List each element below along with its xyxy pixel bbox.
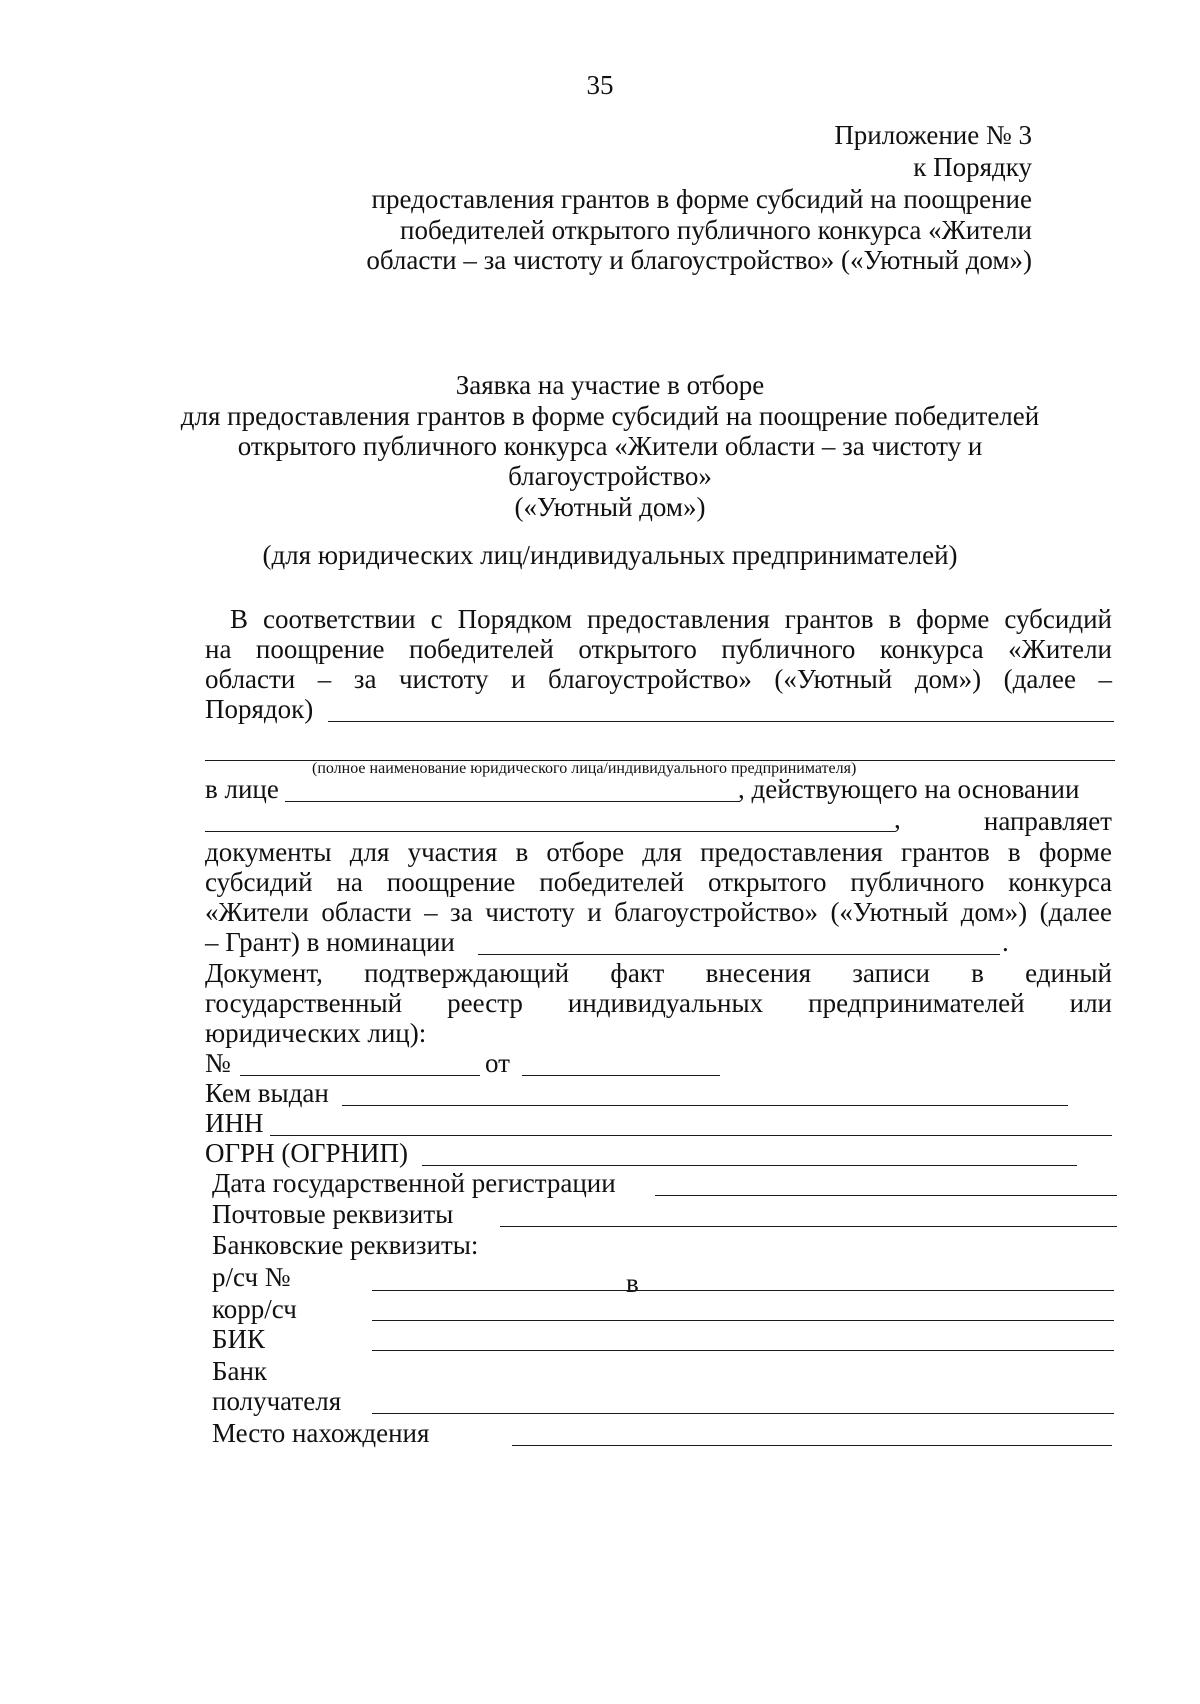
account-line[interactable] [372, 1290, 1114, 1291]
reg-date-label: Дата государственной регистрации [212, 1168, 616, 1198]
title-line1: Заявка на участие в отборе [455, 370, 765, 400]
para2-line2: субсидий на поощрение победителей открытого публичного конкурса [205, 867, 1112, 897]
para1-line3: области – за чистоту и благоустройство» («Уютный дом») (далее – [205, 664, 1112, 694]
issued-by-label: Кем выдан [205, 1078, 329, 1108]
representative-line[interactable] [285, 801, 740, 802]
subtitle: (для юридических лиц/индивидуальных предпринимателей) [262, 540, 958, 570]
bik-label: БИК [212, 1324, 266, 1354]
para2-line1: документы для участия в отборе для предоставления грантов в форме [205, 837, 1112, 867]
title-line4: благоустройство» [508, 461, 712, 491]
bank-label-1: Банк [212, 1356, 268, 1386]
para1-line1: В соответствии с Порядком предоставления грантов в форме субсидий [230, 604, 1112, 634]
bank-label-2: получателя [212, 1386, 342, 1416]
in-person-label: в лице [205, 774, 279, 804]
basis-line[interactable] [205, 831, 895, 832]
appendix-ref: к Порядку [913, 152, 1032, 182]
org-name-line[interactable] [328, 721, 1114, 722]
title-line3: открытого публичного конкурса «Жители области – за чистоту и [237, 431, 983, 461]
para2-line4: – Грант) в номинации [205, 927, 455, 957]
postal-line[interactable] [500, 1226, 1117, 1227]
appendix-line5: области – за чистоту и благоустройство» («Уютный дом») [366, 245, 1032, 275]
reg-date-line[interactable] [655, 1195, 1117, 1196]
para1-line2: на поощрение победителей открытого публичного конкурса «Жители [205, 634, 1112, 664]
account-in-label: в [626, 1268, 639, 1298]
acting-label: , действующего на основании [738, 774, 1080, 804]
para3-line2: государственный реестр индивидуальных предпринимателей или [205, 988, 1112, 1018]
para1-line4: Порядок) [205, 694, 314, 724]
account-label: р/сч № [212, 1262, 291, 1292]
appendix-line4: победителей открытого публичного конкурса «Жители [400, 215, 1032, 245]
appendix-line3: предоставления грантов в форме субсидий на поощрение [371, 184, 1032, 214]
number-label: № [205, 1048, 231, 1078]
page-number: 35 [586, 70, 614, 100]
para2-line3: «Жители области – за чистоту и благоустройство» («Уютный дом») (далее [205, 897, 1112, 927]
bank-details-label: Банковские реквизиты: [212, 1230, 479, 1260]
ogrn-line[interactable] [422, 1165, 1077, 1166]
bank-line[interactable] [372, 1413, 1114, 1414]
bik-line[interactable] [372, 1350, 1114, 1351]
from-label: от [485, 1048, 510, 1078]
date-line[interactable] [522, 1075, 720, 1076]
location-label: Место нахождения [212, 1418, 430, 1448]
sends-label: направляет [983, 806, 1112, 836]
nomination-period: . [1002, 927, 1009, 957]
inn-line[interactable] [270, 1135, 1112, 1136]
number-line[interactable] [240, 1075, 480, 1076]
location-line[interactable] [512, 1445, 1112, 1446]
appendix-number: Приложение № 3 [834, 120, 1032, 150]
issued-by-line[interactable] [342, 1105, 1068, 1106]
title-line2: для предоставления грантов в форме субсидий на поощрение победителей [180, 401, 1040, 431]
para3-line1: Документ, подтверждающий факт внесения записи в единый [205, 958, 1112, 988]
org-name-caption: (полное наименование юридического лица/индивидуального предпринимателя) [312, 760, 857, 777]
postal-label: Почтовые реквизиты [212, 1199, 454, 1229]
para3-line3: юридических лиц): [205, 1018, 427, 1048]
basis-comma: , [894, 804, 901, 834]
inn-label: ИНН [205, 1108, 264, 1138]
nomination-line[interactable] [478, 954, 1000, 955]
ogrn-label: ОГРН (ОГРНИП) [205, 1138, 408, 1168]
title-line5: («Уютный дом») [514, 492, 706, 522]
corr-label: корр/сч [212, 1294, 297, 1324]
corr-line[interactable] [372, 1320, 1114, 1321]
